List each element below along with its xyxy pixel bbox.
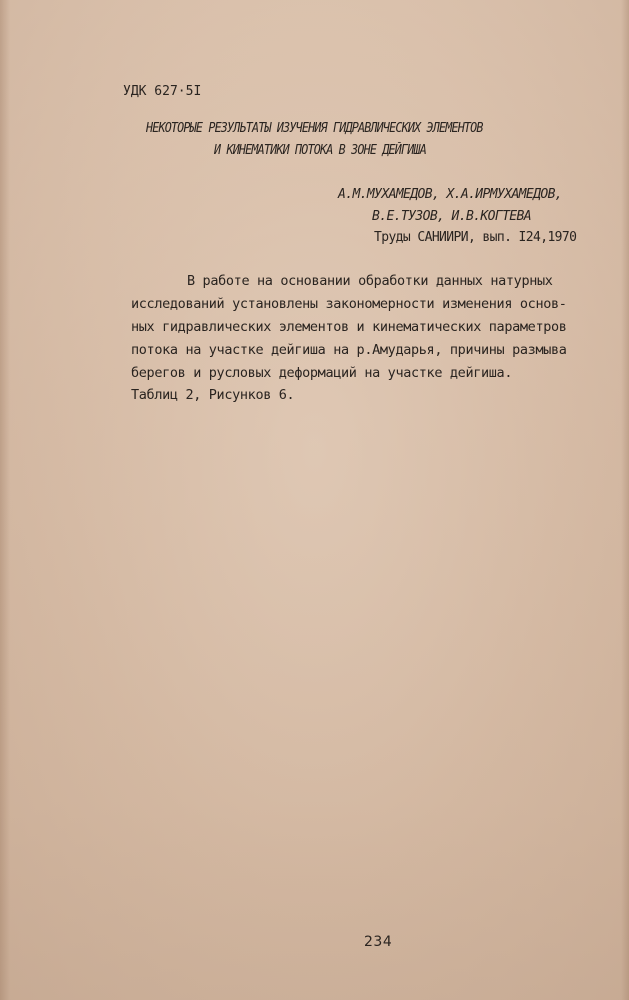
abstract-line: ных гидравлических элементов и кинематических параметров — [131, 319, 567, 335]
title-line-2: И КИНЕМАТИКИ ПОТОКА В ЗОНЕ ДЕЙГИША — [214, 143, 426, 158]
authors-line-1: А.М.МУХАМЕДОВ, Х.А.ИРМУХАМЕДОВ, — [338, 187, 563, 202]
authors-line-2: В.Е.ТУЗОВ, И.В.КОГТЕВА — [372, 209, 531, 224]
abstract-line: потока на участке дейгиша на р.Амударья, причины размыва — [131, 342, 567, 358]
abstract-line: исследований установлены закономерности изменения основ- — [131, 296, 567, 312]
abstract-line: В работе на основании обработки данных натурных — [187, 273, 553, 289]
source-citation: Труды САНИИРИ, вып. I24,1970 — [374, 230, 577, 245]
udc-code: УДК 627·5I — [123, 84, 202, 99]
title-line-1: НЕКОТОРЫЕ РЕЗУЛЬТАТЫ ИЗУЧЕНИЯ ГИДРАВЛИЧЕСКИХ ЭЛЕМЕНТОВ — [146, 121, 483, 136]
page-number: 234 — [364, 934, 393, 950]
abstract-line: Таблиц 2, Рисунков 6. — [131, 387, 295, 403]
abstract-line: берегов и русловых деформаций на участке дейгиша. — [131, 365, 513, 381]
